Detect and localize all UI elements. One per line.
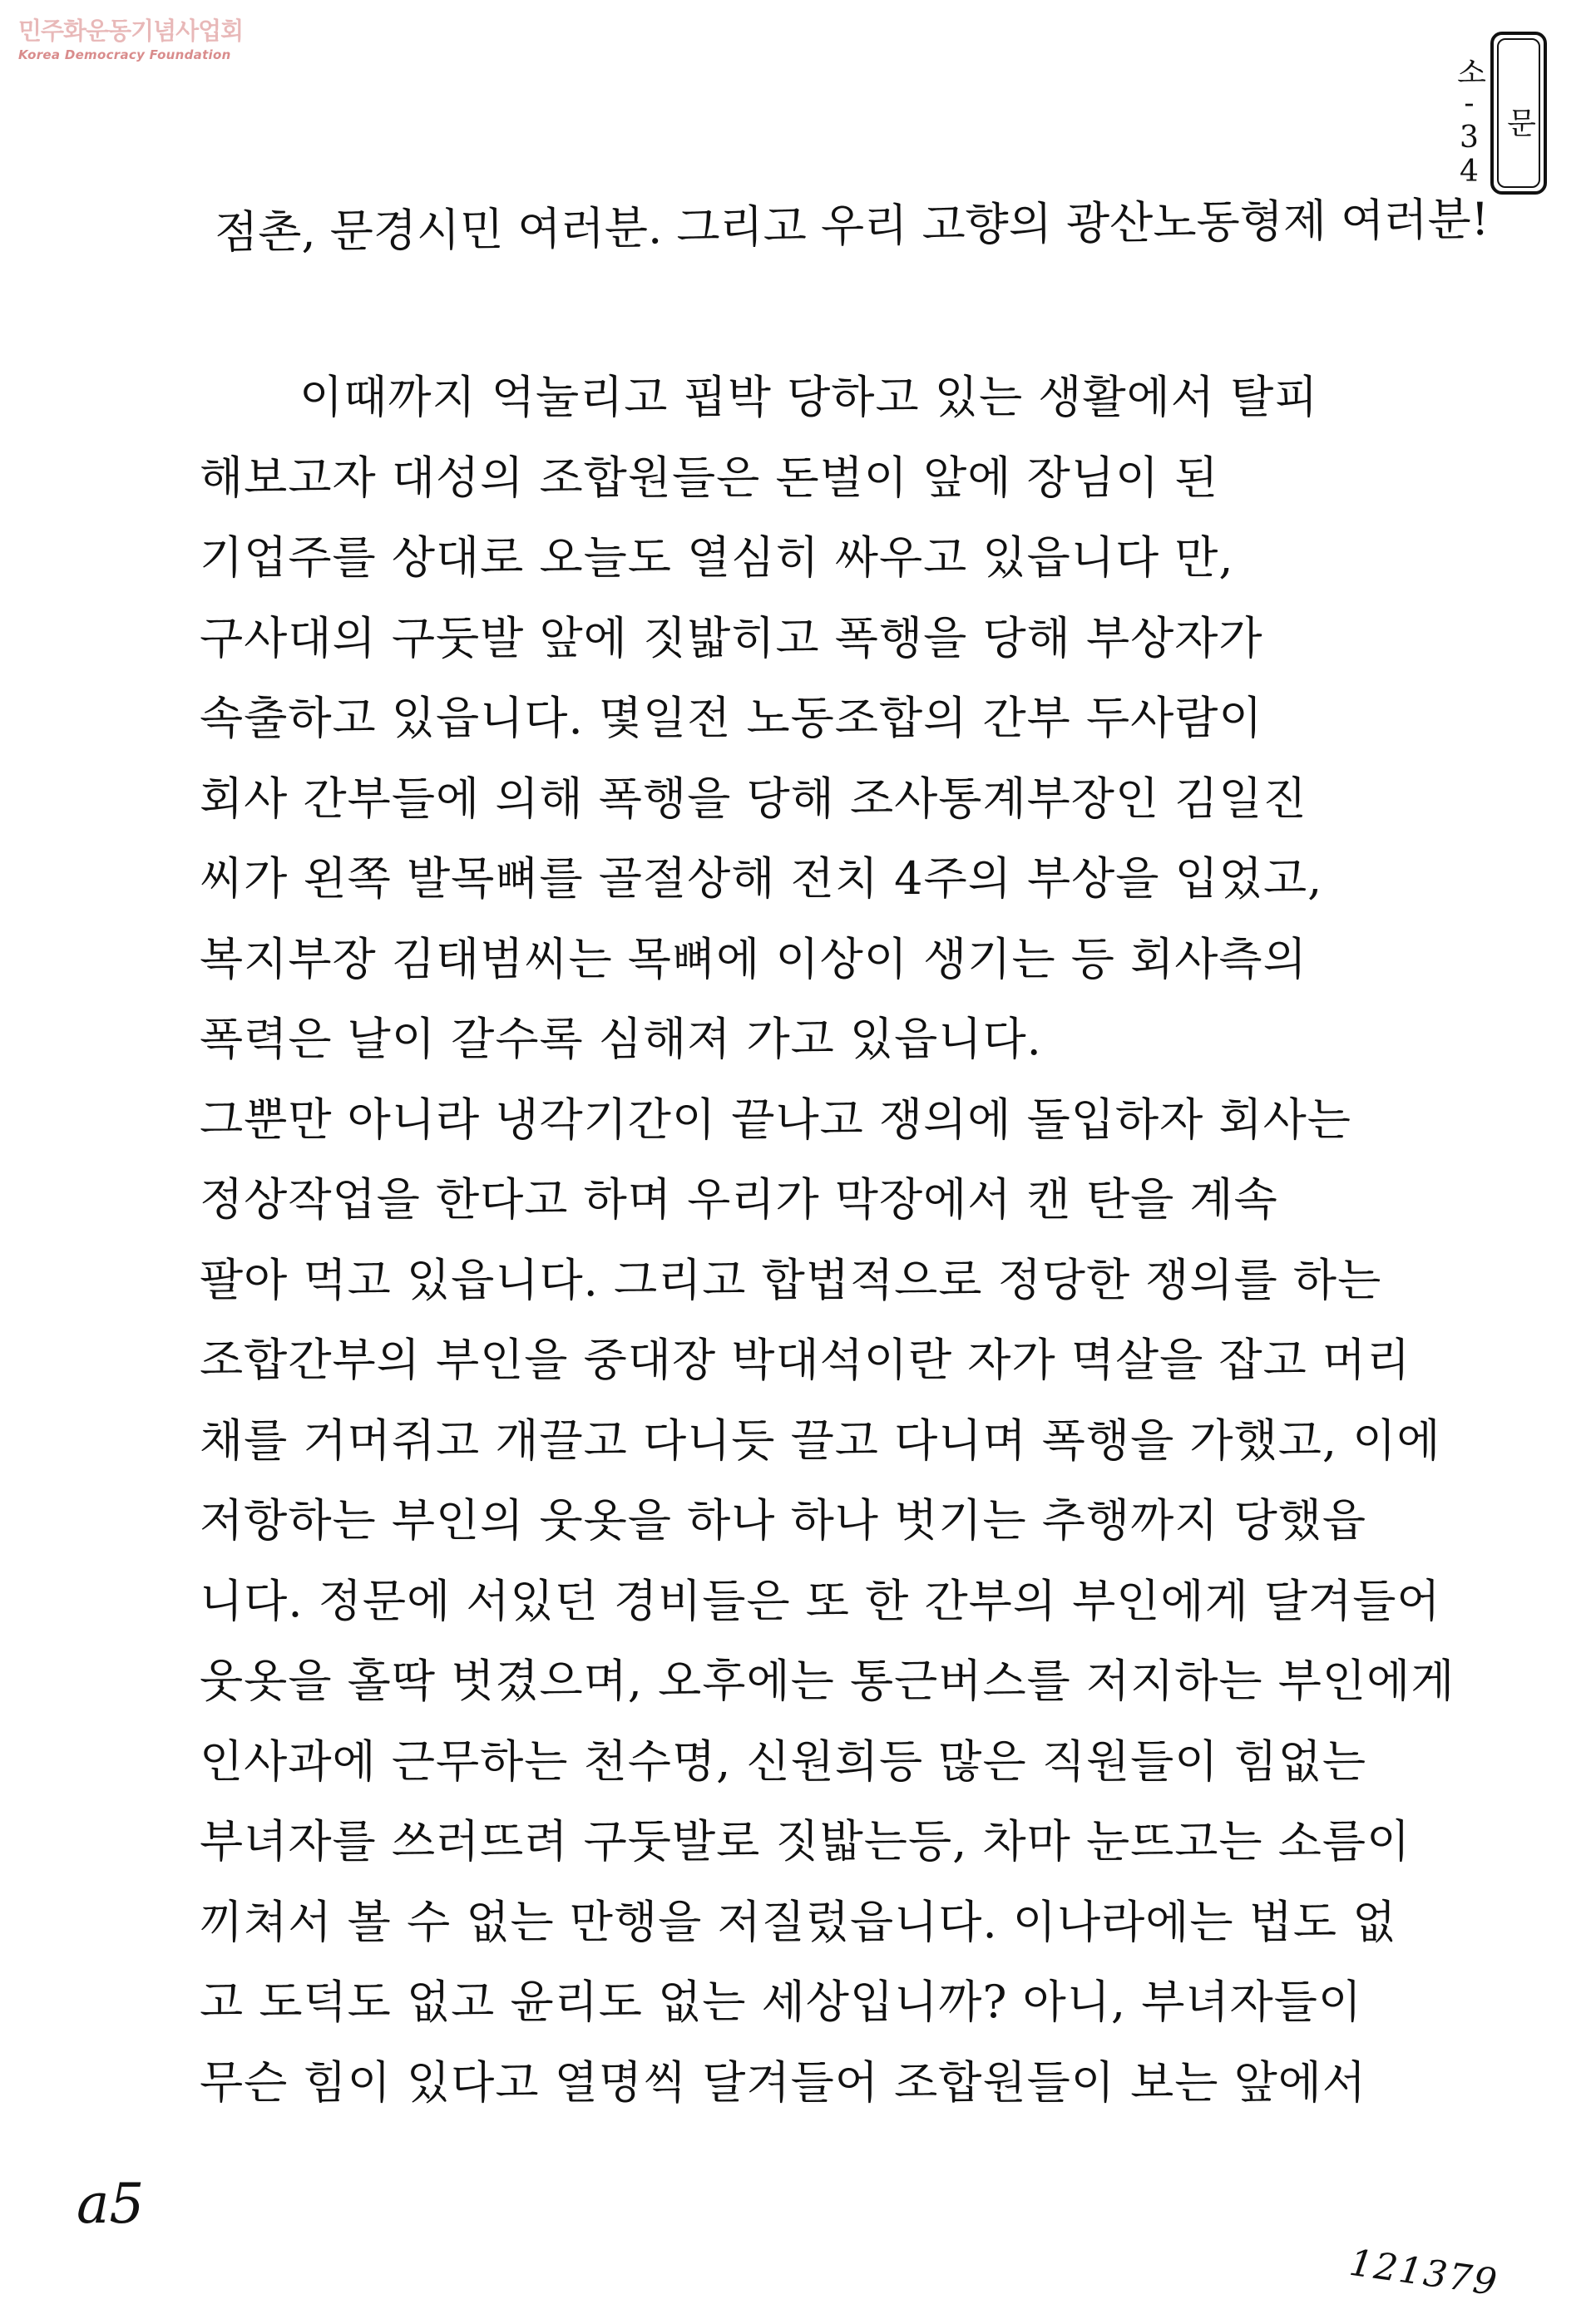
body-line: 팔아 먹고 있읍니다. 그리고 합법적으로 정당한 쟁의를 하는 <box>200 1253 1382 1306</box>
document-number: 121379 <box>1346 2241 1501 2305</box>
watermark-korean-text: 민주화운동기념사업회 <box>18 17 244 45</box>
archive-stamp <box>1452 32 1547 195</box>
body-line: 웃옷을 홀딱 벗겼으며, 오후에는 통근버스를 저지하는 부인에게 <box>200 1655 1455 1707</box>
body-line: 무슨 힘이 있다고 열명씩 달겨들어 조합원들이 보는 앞에서 <box>200 2055 1367 2109</box>
body-line: 저항하는 부인의 웃옷을 하나 하나 벗기는 추행까지 당했읍 <box>200 1494 1367 1547</box>
body-line: 복지부장 김태범씨는 목뼈에 이상이 생기는 등 회사측의 <box>200 932 1307 985</box>
body-line: 구사대의 구둣발 앞에 짓밟히고 폭행을 당해 부상자가 <box>200 611 1263 664</box>
body-line: 정상작업을 한다고 하며 우리가 막장에서 캔 탄을 계속 <box>200 1173 1278 1226</box>
watermark-logo <box>18 17 251 63</box>
page-number: a5 <box>77 2172 145 2236</box>
body-line: 고 도덕도 없고 윤리도 없는 세상입니까? 아니, 부녀자들이 <box>200 1976 1363 2028</box>
body-line: 폭력은 날이 갈수록 심해져 가고 있읍니다. <box>200 1013 1042 1065</box>
body-line: 그뿐만 아니라 냉각기간이 끝나고 쟁의에 돌입하자 회사는 <box>200 1093 1351 1146</box>
watermark-english-text: Korea Democracy Foundation <box>18 47 231 62</box>
body-line: 씨가 왼쪽 발목뼈를 골절상해 전치 4주의 부상을 입었고, <box>200 852 1323 905</box>
body-line: 해보고자 대성의 조합원들은 돈벌이 앞에 장님이 된 <box>200 451 1219 504</box>
body-line: 기업주를 상대로 오늘도 열심히 싸우고 있읍니다 만, <box>200 531 1234 584</box>
archive-stamp-label: 문소-34 <box>1452 56 1536 189</box>
body-line: 회사 간부들에 의해 폭행을 당해 조사통계부장인 김일진 <box>200 772 1307 825</box>
body-line: 조합간부의 부인을 중대장 박대석이란 자가 멱살을 잡고 머리 <box>200 1334 1411 1386</box>
document-heading: 점촌, 문경시민 여러분. 그리고 우리 고향의 광산노동형제 여러분! <box>214 192 1490 259</box>
body-line: 인사과에 근무하는 천수명, 신원희등 많은 직원들이 힘없는 <box>200 1734 1367 1788</box>
document-body <box>200 358 1497 2123</box>
body-line: 이때까지 억눌리고 핍박 당하고 있는 생활에서 탈피 <box>299 371 1319 423</box>
body-line: 부녀자를 쓰러뜨려 구둣발로 짓밟는등, 차마 눈뜨고는 소름이 <box>200 1815 1411 1868</box>
body-line: 채를 거머쥐고 개끌고 다니듯 끌고 다니며 폭행을 가했고, 이에 <box>200 1414 1441 1467</box>
body-line: 속출하고 있읍니다. 몇일전 노동조합의 간부 두사람이 <box>200 692 1263 744</box>
body-line: 끼쳐서 볼 수 없는 만행을 저질렀읍니다. 이나라에는 법도 없 <box>200 1895 1397 1948</box>
body-line: 니다. 정문에 서있던 경비들은 또 한 간부의 부인에게 달겨들어 <box>200 1574 1441 1627</box>
